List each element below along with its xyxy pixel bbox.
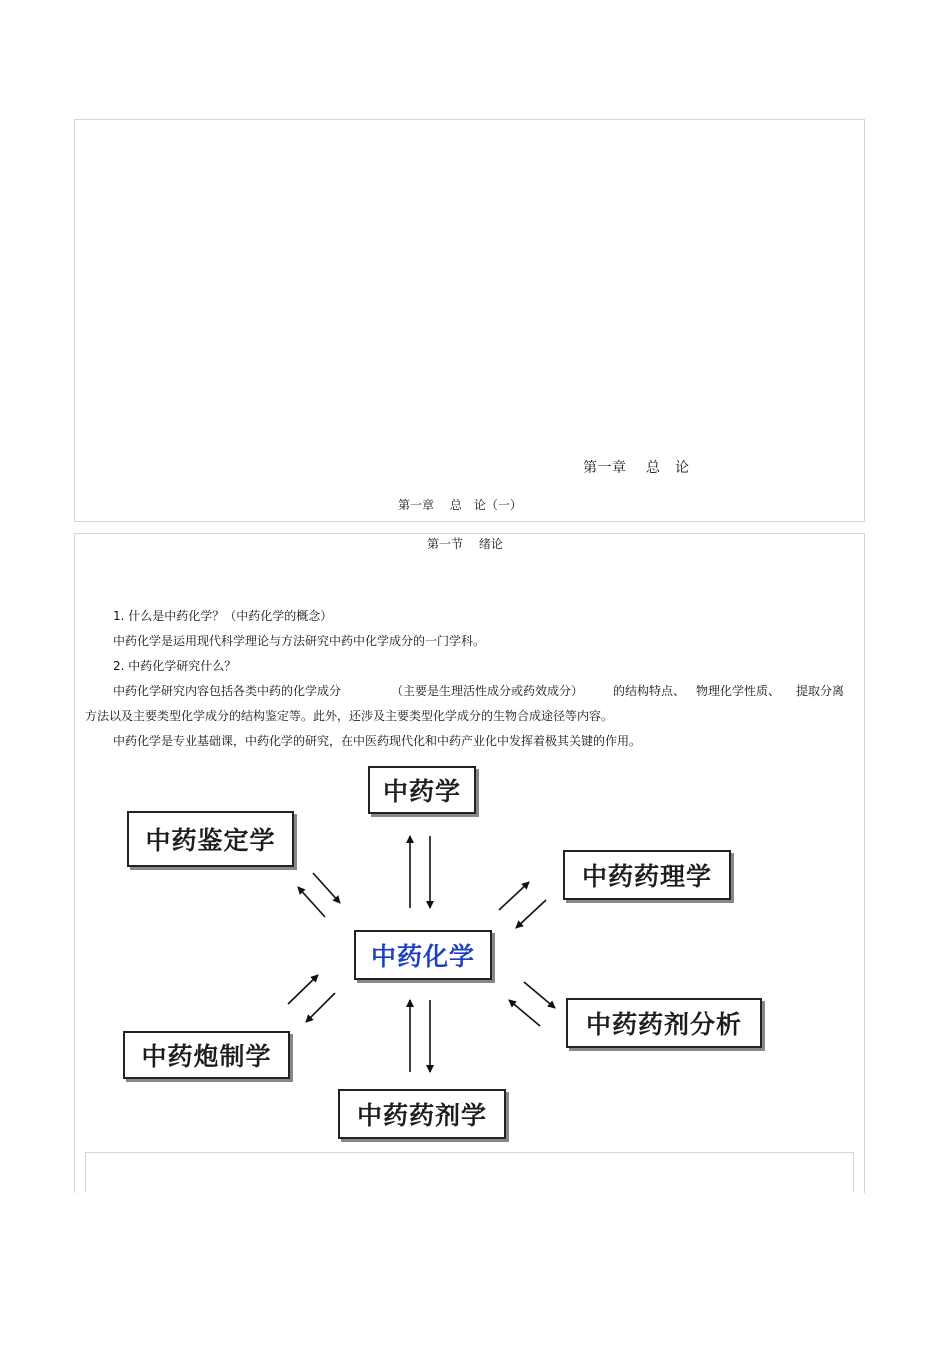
box-zhongyao-paozhi: 中药炮制学 — [123, 1031, 290, 1079]
answer-2-part-3: 的结构特点、 — [613, 684, 686, 698]
box-zhongyao-jianding: 中药鉴定学 — [127, 811, 294, 867]
answer-2-part-4: 物理化学性质、 — [696, 684, 781, 698]
chapter-frame — [74, 119, 865, 522]
box-zhongyaoxue: 中药学 — [368, 766, 476, 814]
section-heading: 第一节 绪论 — [427, 537, 503, 551]
answer-2-part-5: 提取分离 — [796, 684, 845, 698]
question-2: 2. 中药化学研究什么？ — [113, 659, 237, 673]
question-1: 1. 什么是中药化学？（中药化学的概念） — [113, 609, 333, 623]
answer-3: 中药化学是专业基础课，中药化学的研究，在中医药现代化和中药产业化中发挥着极其关键的作用。 — [113, 734, 642, 748]
box-zhongyao-huaxue: 中药化学 — [354, 930, 492, 980]
box-zhongyao-yaoji: 中药药剂学 — [338, 1089, 506, 1139]
answer-2-line-2: 方法以及主要类型化学成分的结构鉴定等。此外，还涉及主要类型化学成分的生物合成途径等内容。 — [85, 709, 614, 723]
answer-1: 中药化学是运用现代科学理论与方法研究中药中化学成分的一门学科。 — [113, 634, 486, 648]
box-zhongyao-yaoji-fenxi: 中药药剂分析 — [566, 998, 762, 1048]
box-zhongyao-yaoli: 中药药理学 — [563, 850, 731, 900]
answer-2-part-1: 中药化学研究内容包括各类中药的化学成分 — [113, 684, 342, 698]
chapter-subheading: 第一章 总 论（一） — [398, 498, 522, 512]
chapter-heading: 第一章 总 论 — [583, 460, 690, 476]
next-page-frame — [85, 1152, 854, 1192]
answer-2-part-2: （主要是生理活性成分或药效成分） — [391, 684, 584, 698]
